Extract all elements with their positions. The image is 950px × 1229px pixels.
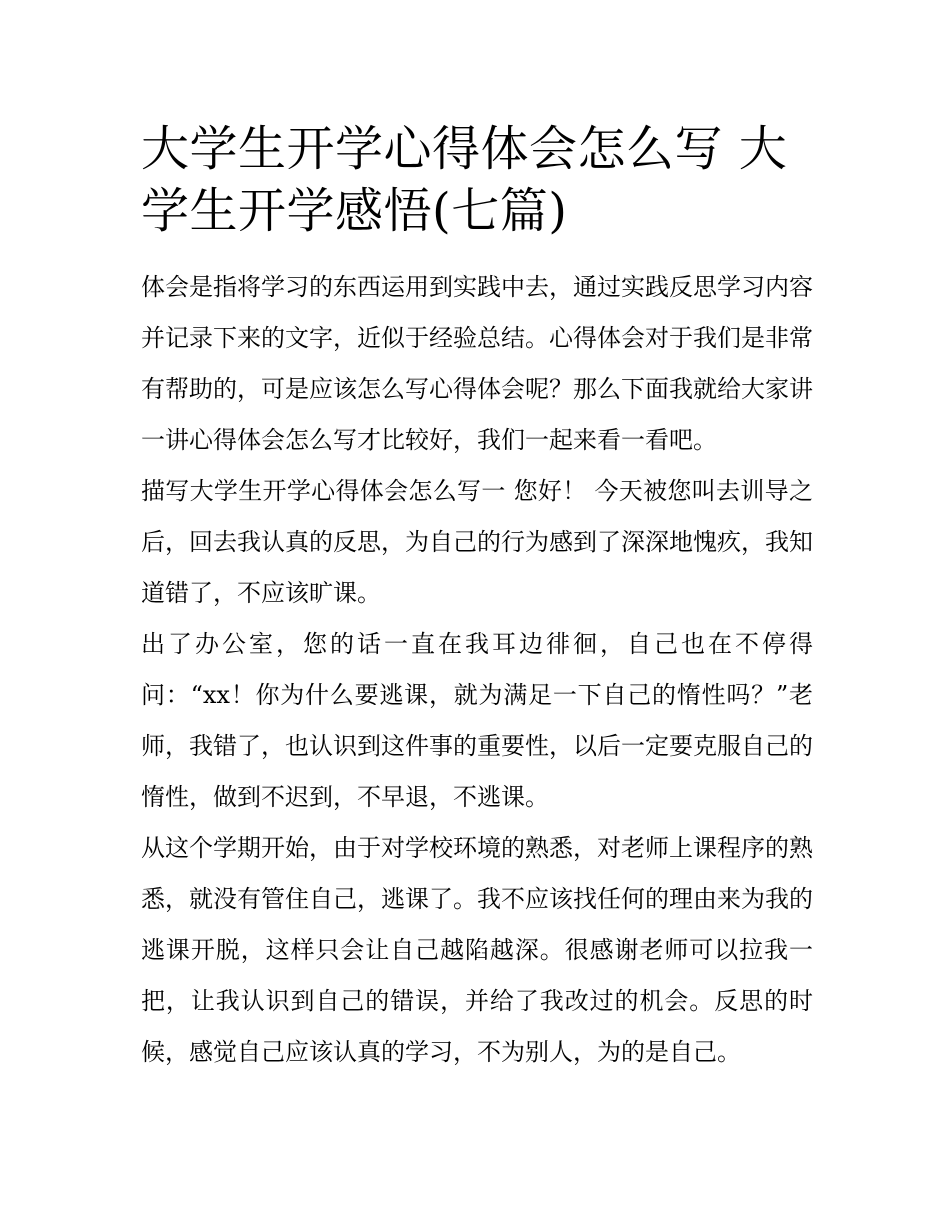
paragraph-letter-opening: 描写大学生开学心得体会怎么写一 您好！ 今天被您叫去训导之后，回去我认真的反思，为自己的行为感到了深深地愧疚，我知道错了，不应该旷课。 — [141, 477, 813, 607]
document-title: 大学生开学心得体会怎么写 大学生开学感悟(七篇) — [141, 121, 788, 239]
paragraph-reflection: 出了办公室，您的话一直在我耳边徘徊，自己也在不停得问：“xx！你为什么要逃课，就为满足一下自己的惰性吗？”老师，我错了，也认识到这件事的重要性，以后一定要克服自己的惰性，做到不迟到，不早退，不逃课。 — [141, 630, 813, 811]
paragraph-intro: 体会是指将学习的东西运用到实践中去，通过实践反思学习内容并记录下来的文字，近似于经验总结。心得体会对于我们是非常有帮助的，可是应该怎么写心得体会呢？那么下面我就给大家讲一讲心得体会怎么写才比较好，我们一起来看一看吧。 — [141, 273, 813, 454]
document-body — [141, 118, 813, 1078]
paragraph-semester: 从这个学期开始，由于对学校环境的熟悉，对老师上课程序的熟悉，就没有管住自己，逃课了。我不应该找任何的理由来为我的逃课开脱，这样只会让自己越陷越深。很感谢老师可以拉我一把，让我认识到自己的错误，并给了我改过的机会。反思的时候，感觉自己应该认真的学习，不为别人，为的是自己。 — [141, 834, 813, 1066]
